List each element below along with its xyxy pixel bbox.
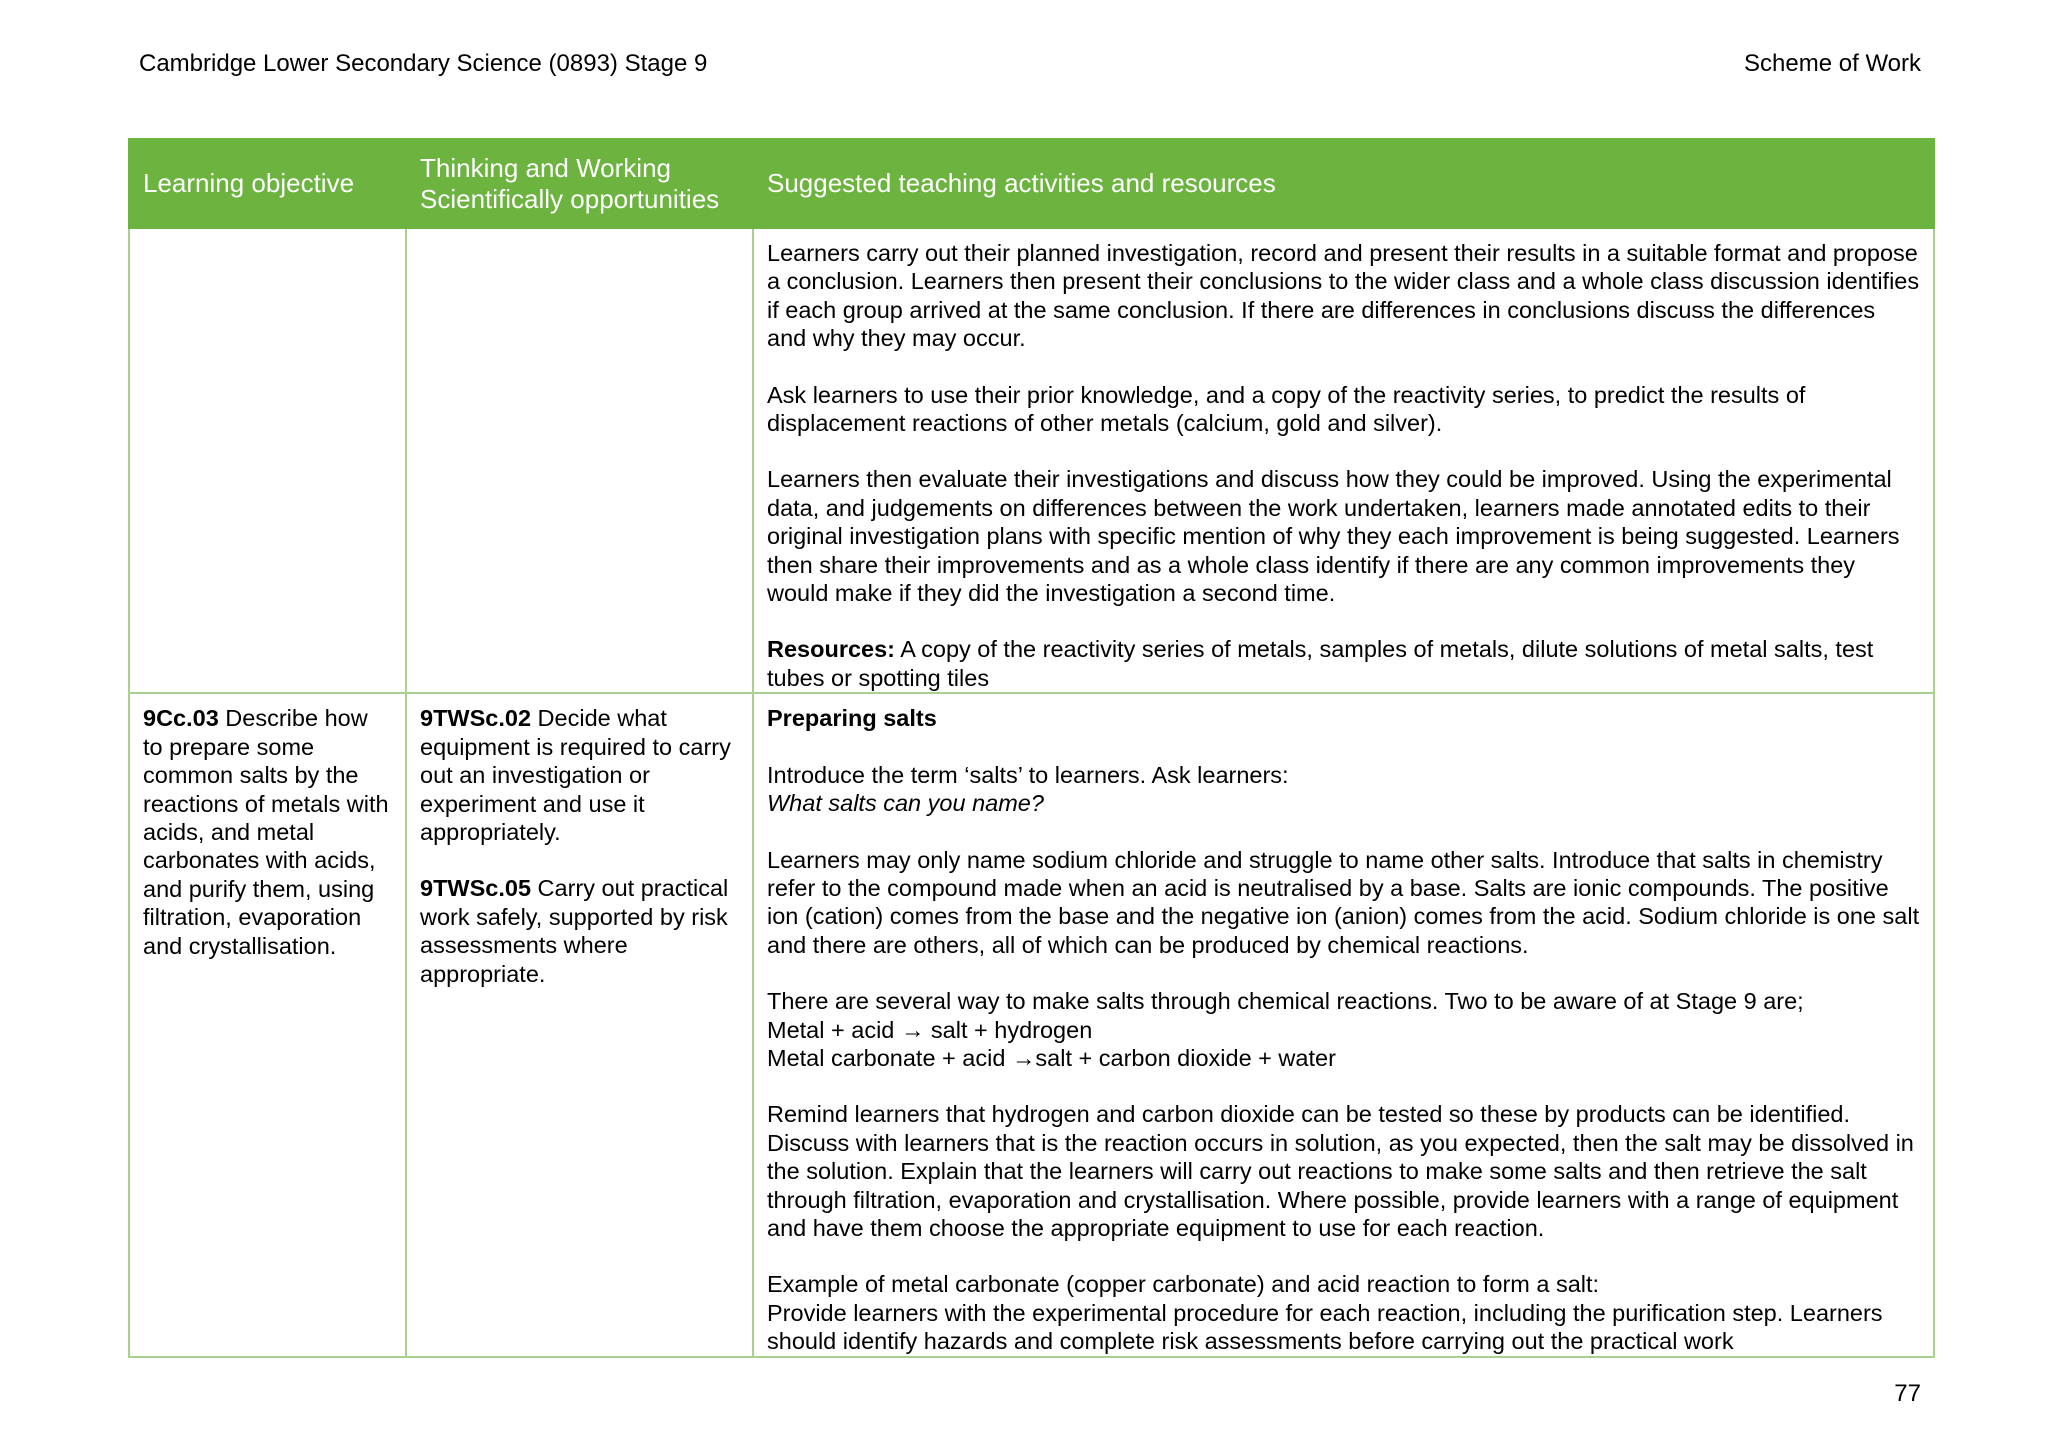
document-header-section: Scheme of Work bbox=[1744, 50, 1921, 77]
objective-text: Describe how to prepare some common salts by the reactions of metals with acids, and metal carbonates with acids, and purify them, using filtration, evaporation and crystallisation. bbox=[143, 705, 389, 959]
page-number: 77 bbox=[1894, 1380, 1921, 1407]
resources-paragraph bbox=[767, 635, 1920, 692]
objective-cell bbox=[129, 693, 406, 1356]
objective-cell bbox=[129, 228, 406, 693]
column-header-twso: Thinking and Working Scientifically opportunities bbox=[406, 139, 753, 228]
procedure-text: Provide learners with the experimental procedure for each reaction, including the purification step. Learners should identify hazards and complete risk assessments before carrying out the practical work bbox=[767, 1299, 1883, 1355]
twso-item bbox=[420, 874, 739, 988]
word-equation: Metal carbonate + acid →salt + carbon dioxide + water bbox=[767, 1044, 1336, 1071]
twso-cell bbox=[406, 228, 753, 693]
example-intro: Example of metal carbonate (copper carbonate) and acid reaction to form a salt: bbox=[767, 1271, 1600, 1298]
twso-text: Carry out practical work safely, supported by risk assessments where appropriate. bbox=[420, 875, 729, 987]
twso-cell bbox=[406, 693, 753, 1356]
activity-paragraph: Remind learners that hydrogen and carbon dioxide can be tested so these by products can be identified. Discuss with learners that is the reaction occurs in solution, as you expected, then the salt may be dissolved in the solution. Explain that the learners will carry out reactions to make some salts and then retrieve the salt through filtration, evaporation and crystallisation. Where possible, provide learners with a range of equipment and have them choose the appropriate equipment to use for each reaction. bbox=[767, 1101, 1914, 1241]
activity-heading bbox=[767, 704, 1920, 732]
twso-item bbox=[420, 704, 739, 846]
table-row bbox=[129, 693, 1934, 1356]
table-row bbox=[129, 228, 1934, 693]
scheme-of-work-table bbox=[128, 138, 1935, 1358]
learning-objective bbox=[143, 704, 392, 960]
word-equation: Metal + acid → salt + hydrogen bbox=[767, 1016, 1093, 1043]
activity-paragraph bbox=[767, 987, 1920, 1072]
activities-cell bbox=[753, 228, 1934, 693]
activity-paragraph bbox=[767, 761, 1920, 818]
activities-cell bbox=[753, 693, 1934, 1356]
document-header-title: Cambridge Lower Secondary Science (0893) Stage 9 bbox=[139, 50, 708, 77]
question-text: What salts can you name? bbox=[767, 790, 1044, 817]
activity-heading-text: Preparing salts bbox=[767, 705, 937, 732]
objective-code: 9Cc.03 bbox=[143, 705, 219, 732]
column-header-activities: Suggested teaching activities and resources bbox=[753, 139, 1934, 228]
intro-text: Introduce the term ‘salts’ to learners. Ask learners: bbox=[767, 761, 1289, 788]
twso-code: 9TWSc.05 bbox=[420, 875, 532, 902]
resources-text: A copy of the reactivity series of metals, samples of metals, dilute solutions of metal salts, test tubes or spotting tiles bbox=[767, 636, 1874, 691]
methods-intro: There are several way to make salts through chemical reactions. Two to be aware of at Stage 9 are; bbox=[767, 988, 1804, 1015]
column-header-learning-objective: Learning objective bbox=[129, 139, 406, 228]
activity-paragraph bbox=[767, 1270, 1920, 1355]
activity-paragraph: Learners then evaluate their investigations and discuss how they could be improved. Using the experimental data, and judgements on differences between the work undertaken, learners made annotated edits to their original investigation plans with specific mention of why they each improvement is being suggested. Learners then share their improvements and as a whole class identify if there are any common improvements they would make if they did the investigation a second time. bbox=[767, 466, 1900, 607]
twso-text: Decide what equipment is required to carry out an investigation or experiment and use it appropriately. bbox=[420, 705, 731, 845]
resources-label: Resources: bbox=[767, 636, 895, 663]
activity-paragraph: Learners carry out their planned investigation, record and present their results in a suitable format and propose a conclusion. Learners then present their conclusions to the wider class and a whole class discussion identifies if each group arrived at the same conclusion. If there are differences in conclusions discuss the differences and why they may occur. bbox=[767, 240, 1920, 352]
activity-paragraph: Learners may only name sodium chloride and struggle to name other salts. Introduce that salts in chemistry refer to the compound made when an acid is neutralised by a base. Salts are ionic compounds. The positive ion (cation) comes from the base and the negative ion (anion) comes from the acid. Sodium chloride is one salt and there are others, all of which can be produced by chemical reactions. bbox=[767, 846, 1920, 958]
table-header-row bbox=[129, 139, 1934, 228]
twso-code: 9TWSc.02 bbox=[420, 705, 532, 732]
activity-paragraph: Ask learners to use their prior knowledge, and a copy of the reactivity series, to predict the results of displacement reactions of other metals (calcium, gold and silver). bbox=[767, 381, 1806, 437]
